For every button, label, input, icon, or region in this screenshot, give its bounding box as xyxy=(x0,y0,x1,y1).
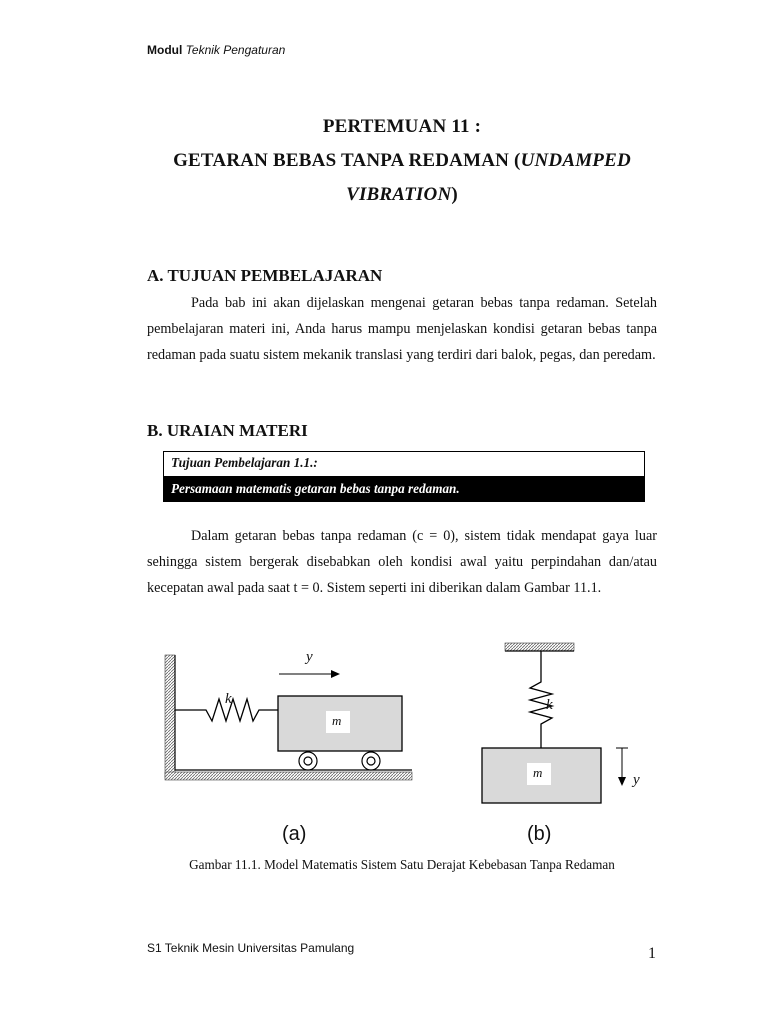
figure-a-m-label: m xyxy=(332,713,342,728)
figure-a-floor xyxy=(165,772,412,780)
title-line-3: VIBRATION) xyxy=(346,184,458,205)
figure-b-k-label: k xyxy=(546,697,553,713)
learning-objective-subtitle: Persamaan matematis getaran bebas tanpa redaman. xyxy=(164,477,644,502)
page-footer: S1 Teknik Mesin Universitas Pamulang xyxy=(147,941,355,955)
figure-caption: Gambar 11.1. Model Matematis Sistem Satu Derajat Kebebasan Tanpa Redaman xyxy=(189,857,615,872)
figure-a-wall xyxy=(165,655,175,778)
header-course-name: Teknik Pengaturan xyxy=(185,43,286,57)
section-a-paragraph: Pada bab ini akan dijelaskan mengenai getaran bebas tanpa redaman. Setelah pembelajaran materi ini, Anda harus mampu menjelaskan kondisi getaran bebas tanpa redaman pada suatu sistem mekanik translasi yang terdiri dari balok, pegas, dan peredam. xyxy=(147,295,657,363)
figure-b-label: (b) xyxy=(527,823,552,845)
figure-b-ceiling xyxy=(505,643,574,651)
figure-a-wheel-right xyxy=(362,752,380,770)
learning-objective-title: Tujuan Pembelajaran 1.1.: xyxy=(164,452,644,477)
section-a-heading: A. TUJUAN PEMBELAJARAN xyxy=(147,266,383,285)
figure-b-y-label: y xyxy=(633,772,640,788)
section-b-paragraph: Dalam getaran bebas tanpa redaman (c = 0), sistem tidak mendapat gaya luar sehingga sistem bergerak disebabkan oleh kondisi awal yaitu perpindahan dan/atau kecepatan awal pada saat t = 0. Sistem seperti ini diberikan dalam Gambar 11.1. xyxy=(147,528,657,596)
title-line-1: PERTEMUAN 11 : xyxy=(322,116,482,137)
figure-a-wheel-left xyxy=(299,752,317,770)
section-b-heading: B. URAIAN MATERI xyxy=(147,421,308,440)
figure-b-m-label: m xyxy=(533,765,543,780)
figure-a-label: (a) xyxy=(282,823,307,845)
figure-a-diagram xyxy=(165,655,412,780)
figure-b-diagram xyxy=(482,643,628,803)
header-module-label: Modul xyxy=(147,43,183,57)
figure-a-y-label: y xyxy=(306,649,313,665)
page-number: 1 xyxy=(648,945,656,962)
title-line-2: GETARAN BEBAS TANPA REDAMAN (UNDAMPED xyxy=(173,150,631,171)
figure-a-k-label: k xyxy=(225,691,232,707)
